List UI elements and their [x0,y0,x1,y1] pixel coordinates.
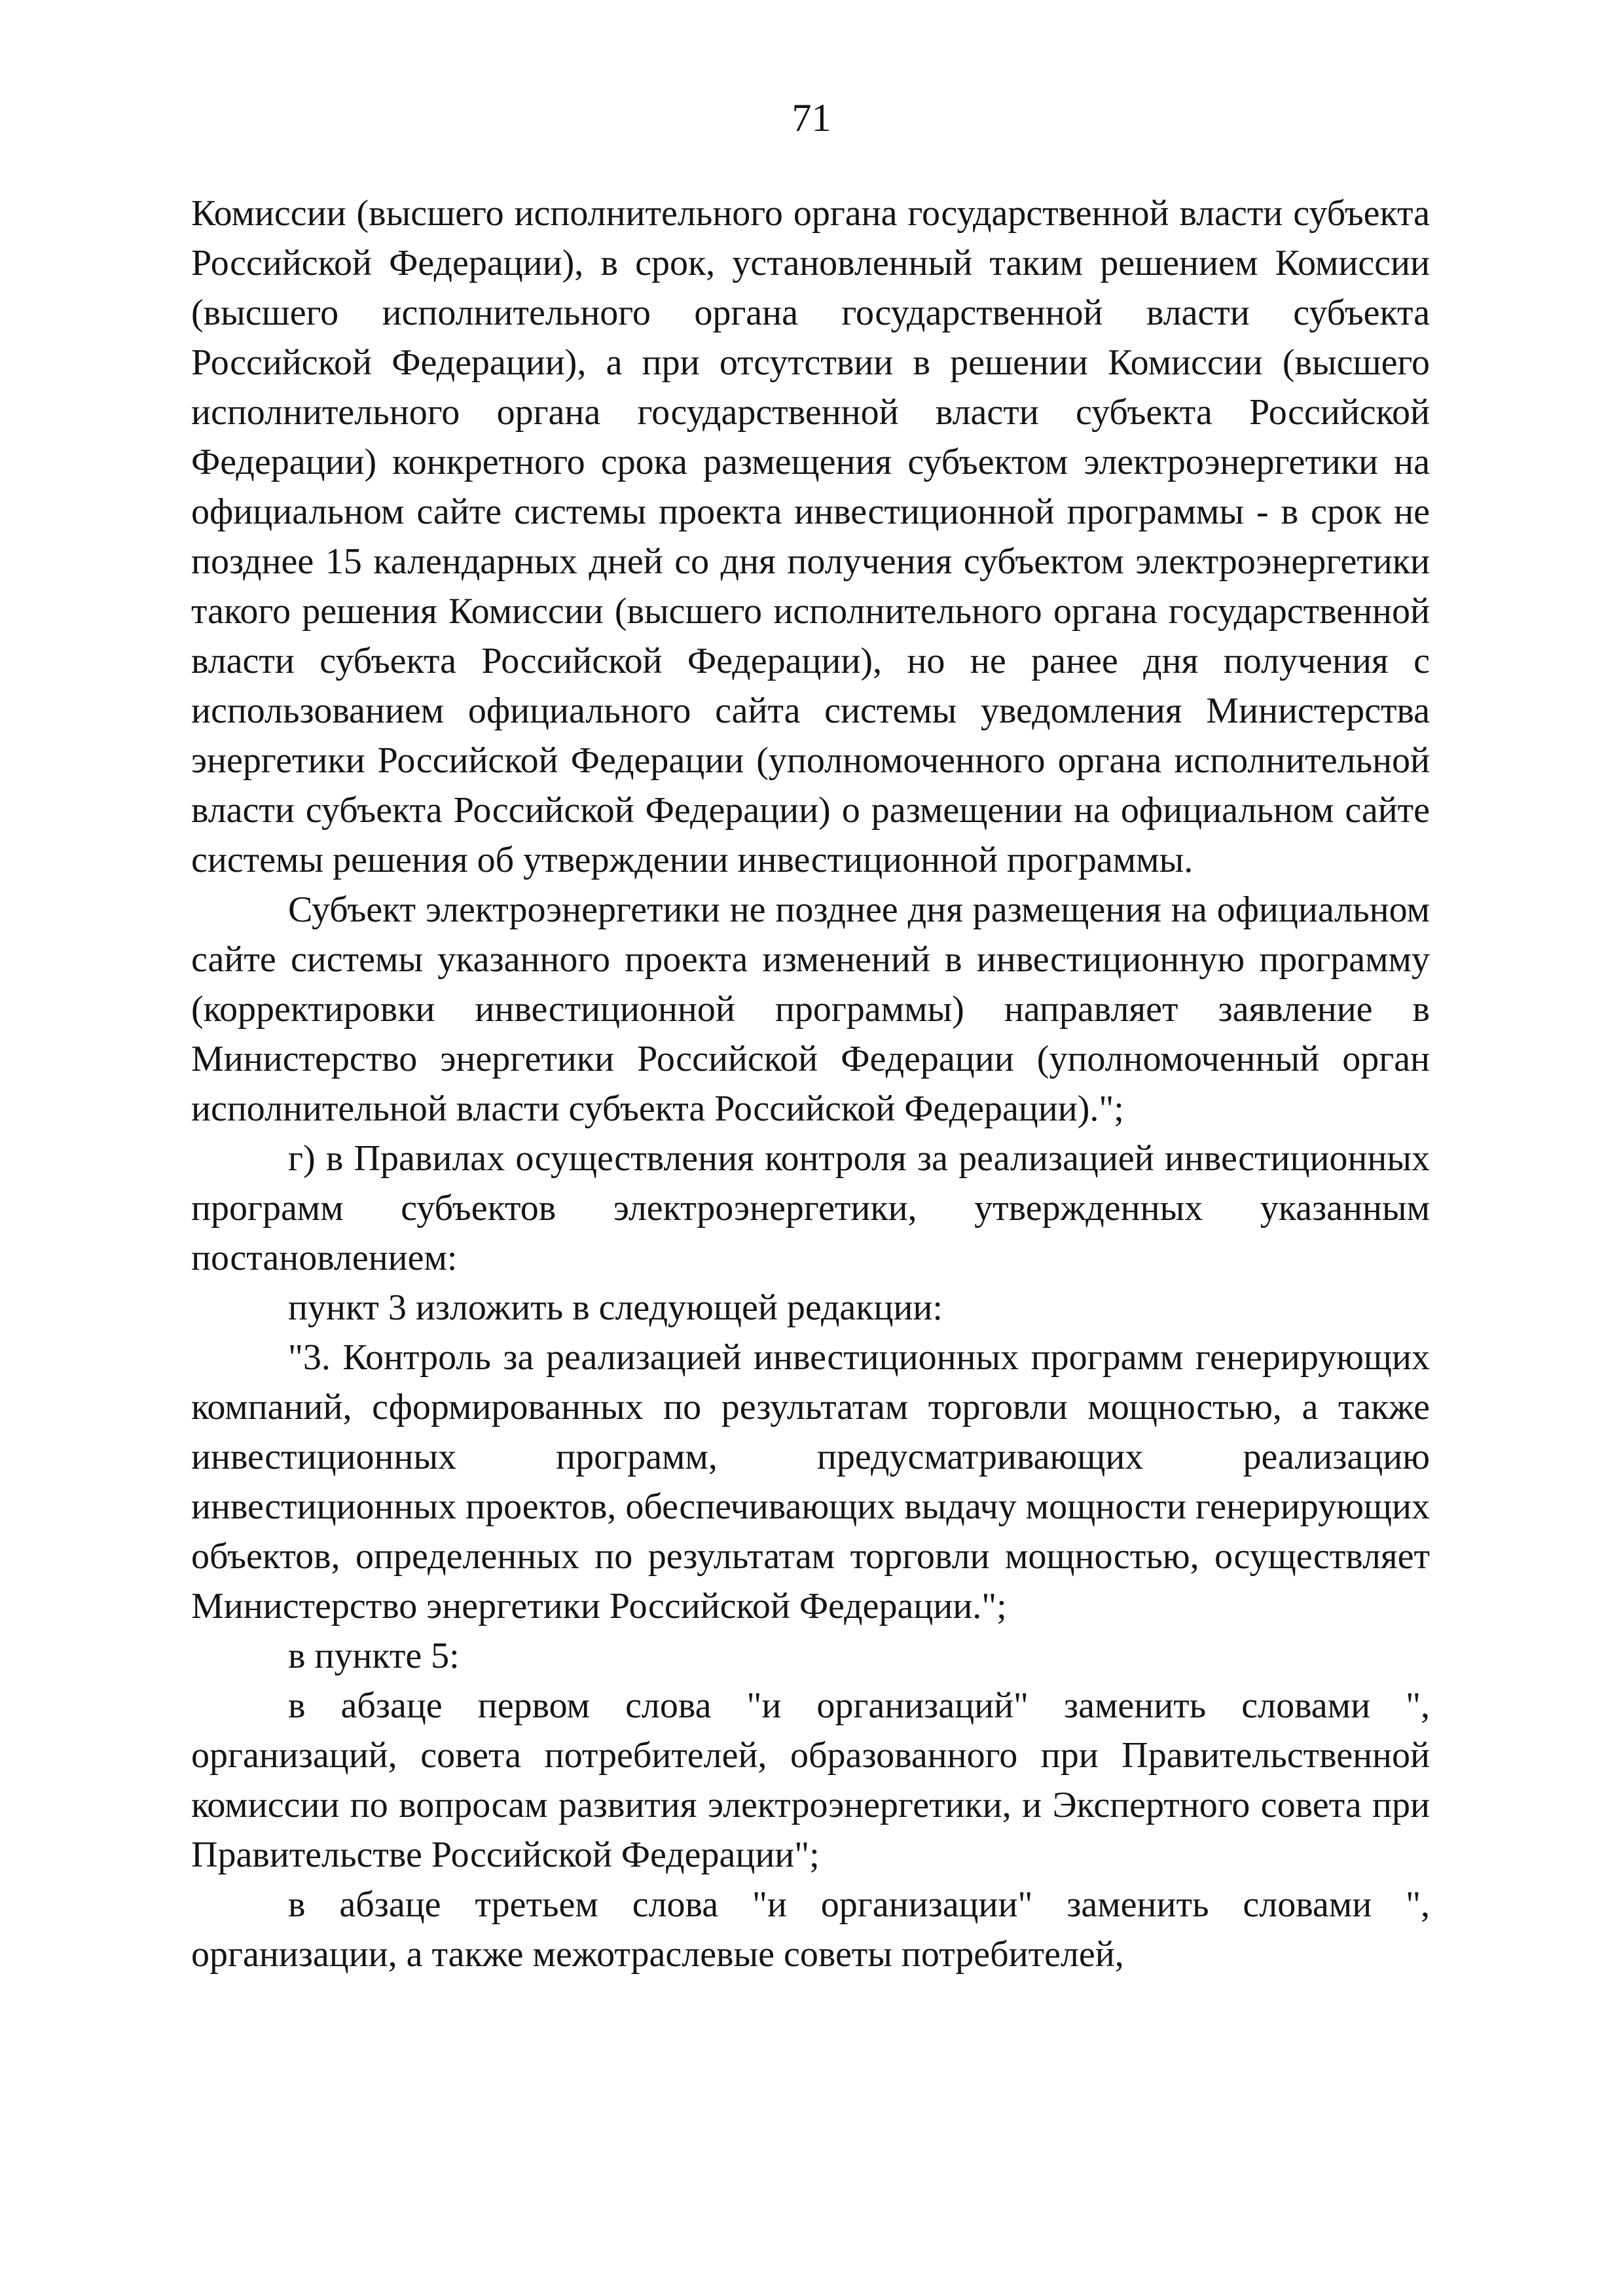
paragraph-3: г) в Правилах осуществления контроля за реализацией инвестиционных программ субъектов электроэнергетики, утвержденных указанным постановлением: [191,1138,1430,1278]
paragraph-5: "3. Контроль за реализацией инвестиционных программ генерирующих компаний, сформированных по результатам торговли мощностью, а также инвестиционных программ, предусматривающих реализацию инвестиционных проектов, обеспечивающих выдачу мощности генерирующих объектов, определенных по результатам торговли мощностью, осуществляет Министерство энергетики Российской Федерации."; [191,1337,1430,1626]
paragraph-7: в абзаце первом слова "и организаций" заменить словами ", организаций, совета потребителей, образованного при Правительственной комиссии по вопросам развития электроэнергетики, и Экспертного совета при Правительстве Российской Федерации"; [191,1685,1430,1875]
paragraph-6: в пункте 5: [288,1636,460,1676]
paragraph-4: пункт 3 изложить в следующей редакции: [288,1287,943,1328]
paragraph-8: в абзаце третьем слова "и организации" заменить словами ", организации, а также межотраслевые советы потребителей, [191,1884,1430,1975]
page-number: 71 [792,96,831,139]
paragraph-2: Субъект электроэнергетики не позднее дня размещения на официальном сайте системы указанного проекта изменений в инвестиционную программу (корректировки инвестиционной программы) направляет заявление в Министерство энергетики Российской Федерации (уполномоченный орган исполнительной власти субъекта Российской Федерации)."; [191,889,1430,1129]
paragraph-1: Комиссии (высшего исполнительного органа государственной власти субъекта Российской Федерации), в срок, установленный таким решением Комиссии (высшего исполнительного органа государственной власти субъекта Российской Федерации), а при отсутствии в решении Комиссии (высшего исполнительного органа государственной власти субъекта Российской Федерации) конкретного срока размещения субъектом электроэнергетики на официальном сайте системы проекта инвестиционной программы - в срок не позднее 15 календарных дней со дня получения субъектом электроэнергетики такого решения Комиссии (высшего исполнительного органа государственной власти субъекта Российской Федерации), но не ранее дня получения с использованием официального сайта системы уведомления Министерства энергетики Российской Федерации (уполномоченного органа исполнительной власти субъекта Российской Федерации) о размещении на официальном сайте системы решения об утверждении инвестиционной программы. [191,193,1430,880]
document-body [191,188,1430,1979]
